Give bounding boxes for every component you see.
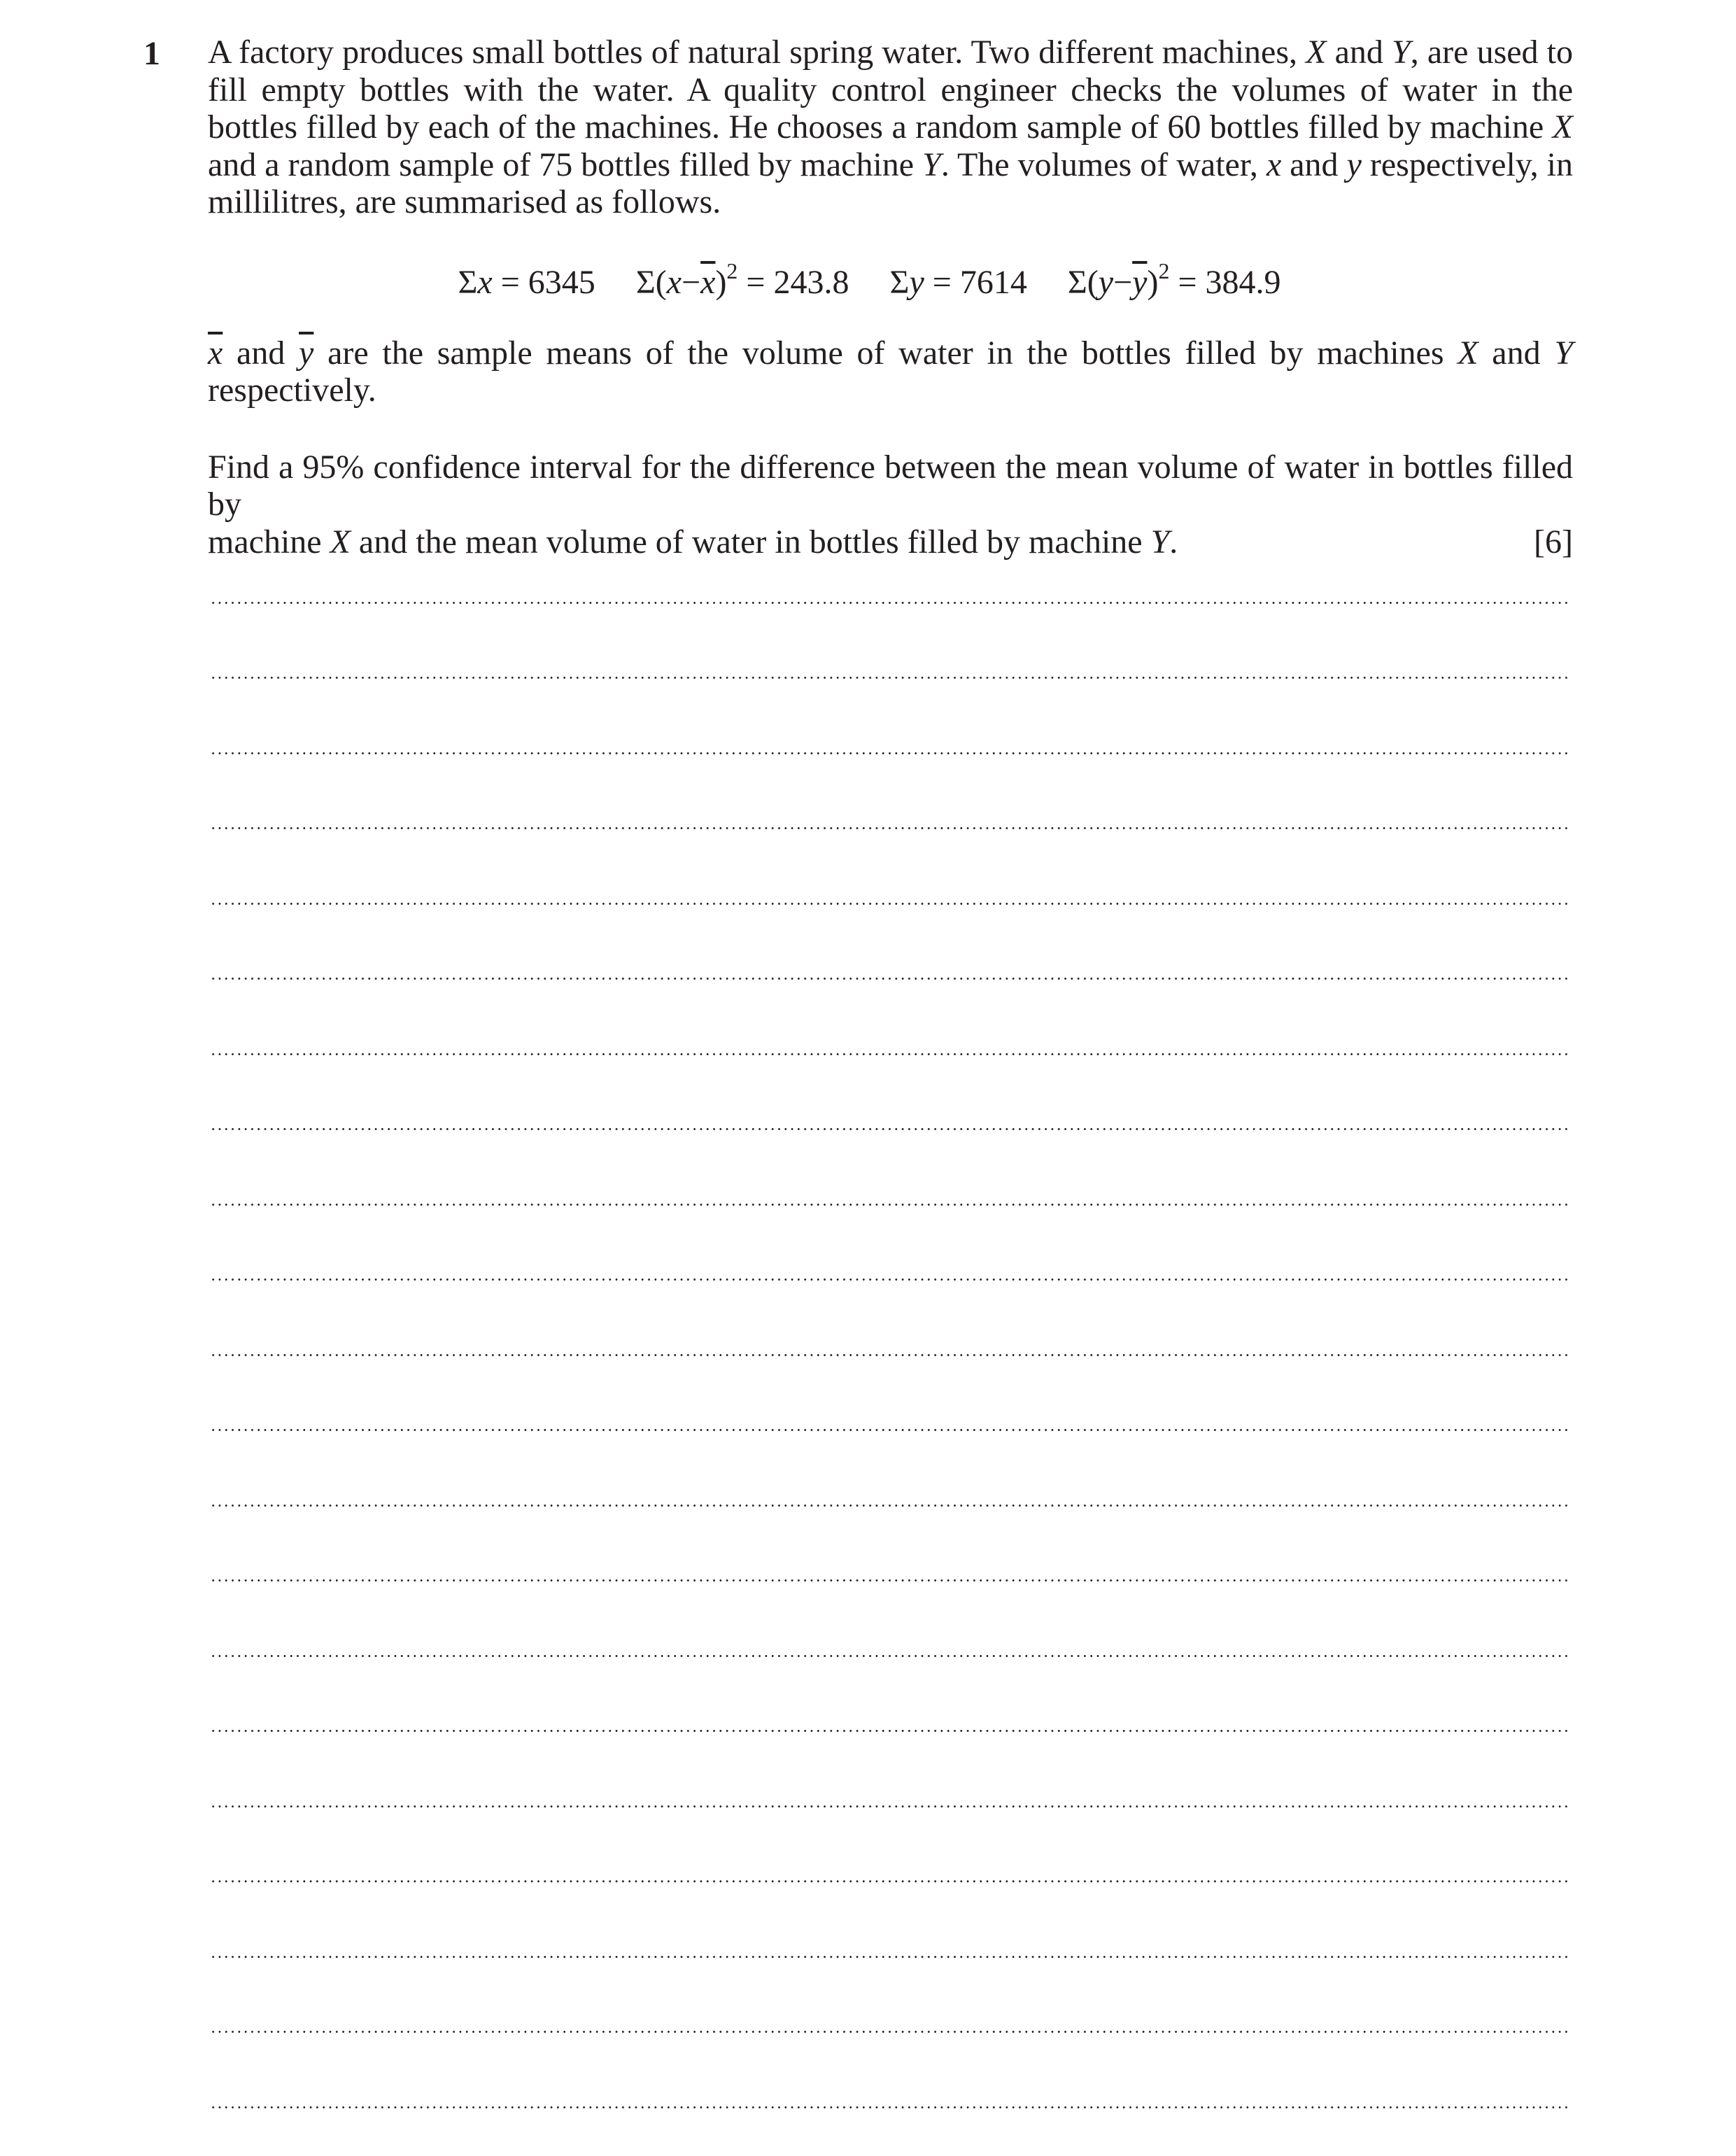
answer-line[interactable] bbox=[210, 980, 1570, 1055]
answer-line[interactable] bbox=[210, 679, 1570, 754]
summary-statistics bbox=[166, 258, 1573, 302]
answer-line[interactable] bbox=[210, 905, 1570, 980]
question-body bbox=[208, 34, 1573, 561]
answer-line[interactable] bbox=[210, 1356, 1570, 1432]
sum-x: Σx = 6345 bbox=[458, 263, 595, 301]
answer-line[interactable] bbox=[210, 1808, 1570, 1883]
answer-line[interactable] bbox=[210, 1055, 1570, 1131]
answer-line[interactable] bbox=[210, 1130, 1570, 1206]
answer-line[interactable] bbox=[210, 1882, 1570, 1958]
marks-label: [6] bbox=[1534, 523, 1573, 561]
sum-y: Σy = 7614 bbox=[889, 263, 1027, 301]
answer-line[interactable] bbox=[210, 604, 1570, 679]
question-intro: A factory produces small bottles of natural spring water. Two different machines, X and Y, are used to fill empty bottles with the water. A quality control engineer checks the volumes of water in the bottles filled by each of the machines. He chooses a random sample of 60 bottles filled by machine X and a random sample of 75 bottles filled by machine Y. The volumes of water, x and y respectively, in millilitres, are summarised as follows. bbox=[208, 34, 1574, 220]
task-line-1: Find a 95% confidence interval for the difference between the mean volume of water in bottles filled by bbox=[208, 448, 1573, 523]
dotted-rule bbox=[210, 2106, 1570, 2108]
task-line-2-text: machine X and the mean volume of water in bottles filled by machine Y. bbox=[208, 523, 1178, 561]
answer-line[interactable] bbox=[210, 1507, 1570, 1582]
means-note: $\overline{x}$ and $\overline{y}$ are the sample means of the volume of water in the bottles filled by machines X and Y respectively. bbox=[208, 334, 1574, 409]
answer-line[interactable] bbox=[210, 2033, 1570, 2108]
answer-line[interactable] bbox=[210, 1732, 1570, 1808]
answer-line[interactable] bbox=[210, 1206, 1570, 1281]
answer-line[interactable] bbox=[210, 1281, 1570, 1356]
sum-sq-dev-x: $\Sigma(x-\overline{x})^2 = 243.8$ bbox=[635, 258, 849, 301]
answer-area[interactable] bbox=[210, 528, 1570, 2108]
answer-line[interactable] bbox=[210, 1657, 1570, 1733]
answer-line[interactable] bbox=[210, 829, 1570, 905]
answer-line[interactable] bbox=[210, 1958, 1570, 2034]
answer-line[interactable] bbox=[210, 528, 1570, 604]
answer-line[interactable] bbox=[210, 754, 1570, 830]
sum-sq-dev-y: $\Sigma(y-\overline{y})^2 = 384.9$ bbox=[1067, 258, 1281, 301]
question-number: 1 bbox=[143, 35, 160, 72]
answer-line[interactable] bbox=[210, 1431, 1570, 1507]
answer-line[interactable] bbox=[210, 1581, 1570, 1657]
